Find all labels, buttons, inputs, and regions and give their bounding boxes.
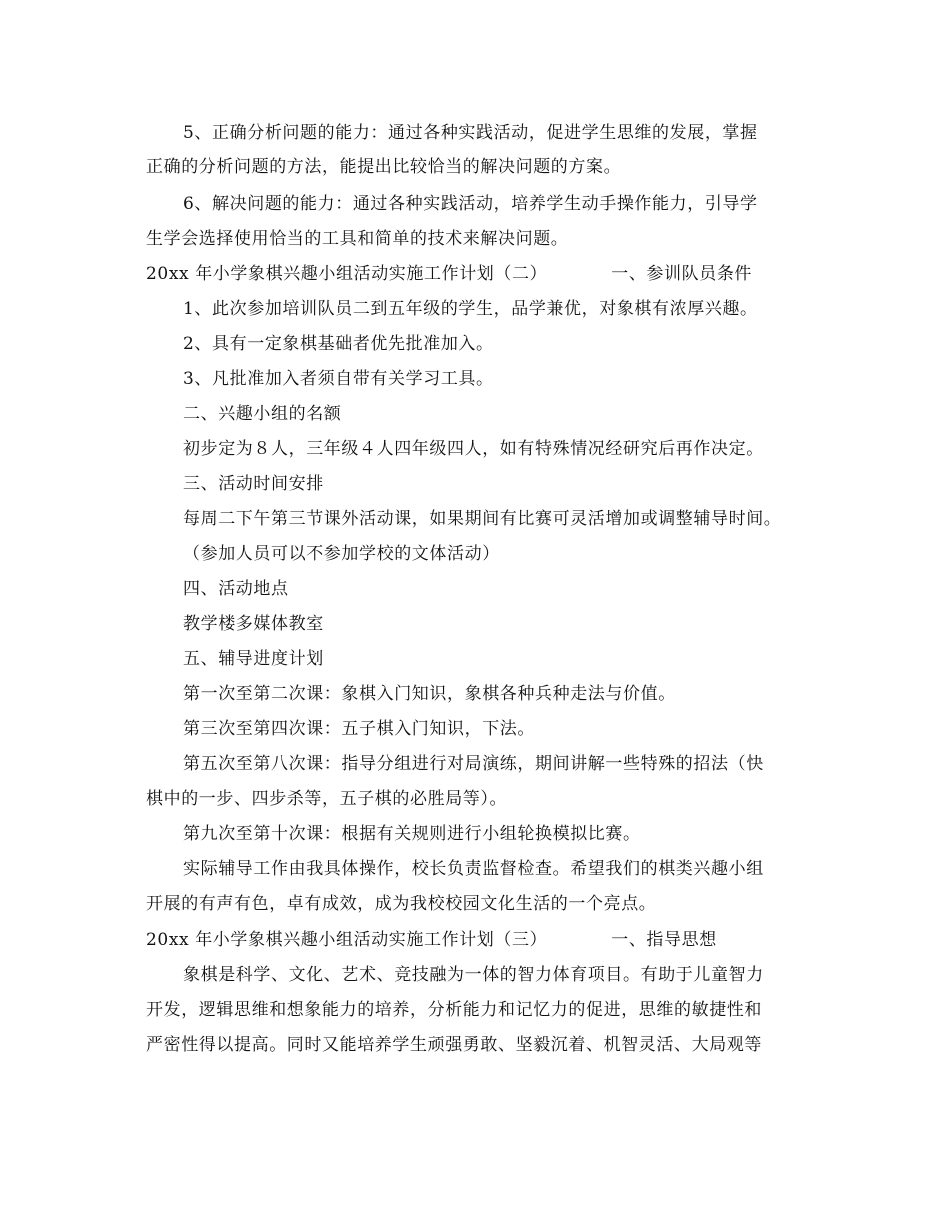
section-heading: 五、辅导进度计划 (183, 649, 324, 669)
paragraph-line: 生学会选择使用恰当的工具和简单的技术来解决问题。 (146, 229, 569, 249)
paragraph-line: 第五次至第八次课：指导分组进行对局演练，期间讲解一些特殊的招法（快 (183, 754, 764, 774)
section-heading: 一、参训队员条件 (611, 264, 753, 284)
paragraph-line: 教学楼多媒体教室 (183, 614, 324, 634)
paragraph-line: 1、此次参加培训队员二到五年级的学生，品学兼优，对象棋有浓厚兴趣。 (183, 299, 758, 319)
section-heading: 一、指导思想 (611, 930, 717, 950)
paragraph-line: 第三次至第四次课：五子棋入门知识，下法。 (183, 719, 535, 739)
section-title-2 (146, 263, 836, 285)
paragraph-line: 2、具有一定象棋基础者优先批准加入。 (183, 334, 494, 354)
paragraph-line: 每周二下午第三节课外活动课，如果期间有比赛可灵活增加或调整辅导时间。 (183, 509, 782, 529)
paragraph-line: 开展的有声有色，卓有成效，成为我校校园文化生活的一个亮点。 (146, 894, 657, 914)
section-heading: 二、兴趣小组的名额 (183, 404, 342, 424)
paragraph-line: 棋中的一步、四步杀等，五子棋的必胜局等）。 (146, 789, 508, 809)
paragraph-line: 3、凡批准加入者须自带有关学习工具。 (183, 369, 494, 389)
section-title-3 (146, 929, 836, 951)
paragraph-line: 正确的分析问题的方法，能提出比较恰当的解决问题的方案。 (146, 157, 622, 177)
paragraph-line: 6、解决问题的能力：通过各种实践活动，培养学生动手操作能力，引导学 (183, 194, 758, 214)
plan-title-3: 20xx 年小学象棋兴趣小组活动实施工作计划（三） (146, 930, 548, 950)
paragraph-line: 开发，逻辑思维和想象能力的培养，分析能力和记忆力的促进，思维的敏捷性和 (146, 1000, 762, 1020)
paragraph-line: 初步定为８人，三年级４人四年级四人，如有特殊情况经研究后再作决定。 (183, 439, 764, 459)
paragraph-line: 实际辅导工作由我具体操作，校长负责监督检查。希望我们的棋类兴趣小组 (183, 859, 764, 879)
paragraph-line: 严密性得以提高。同时又能培养学生顽强勇敢、坚毅沉着、机智灵活、大局观等 (146, 1035, 762, 1055)
paragraph-line: 象棋是科学、文化、艺术、竞技融为一体的智力体育项目。有助于儿童智力 (183, 965, 764, 985)
paragraph-line: 第一次至第二次课：象棋入门知识，象棋各种兵种走法与价值。 (183, 684, 676, 704)
paragraph-line: 5、正确分析问题的能力：通过各种实践活动，促进学生思维的发展，掌握 (183, 123, 758, 143)
section-heading: 三、活动时间安排 (183, 474, 324, 494)
paragraph-line: （参加人员可以不参加学校的文体活动） (183, 544, 500, 564)
plan-title-2: 20xx 年小学象棋兴趣小组活动实施工作计划（二） (146, 264, 548, 284)
paragraph-line: 第九次至第十次课：根据有关规则进行小组轮换模拟比赛。 (183, 824, 641, 844)
section-heading: 四、活动地点 (183, 579, 289, 599)
